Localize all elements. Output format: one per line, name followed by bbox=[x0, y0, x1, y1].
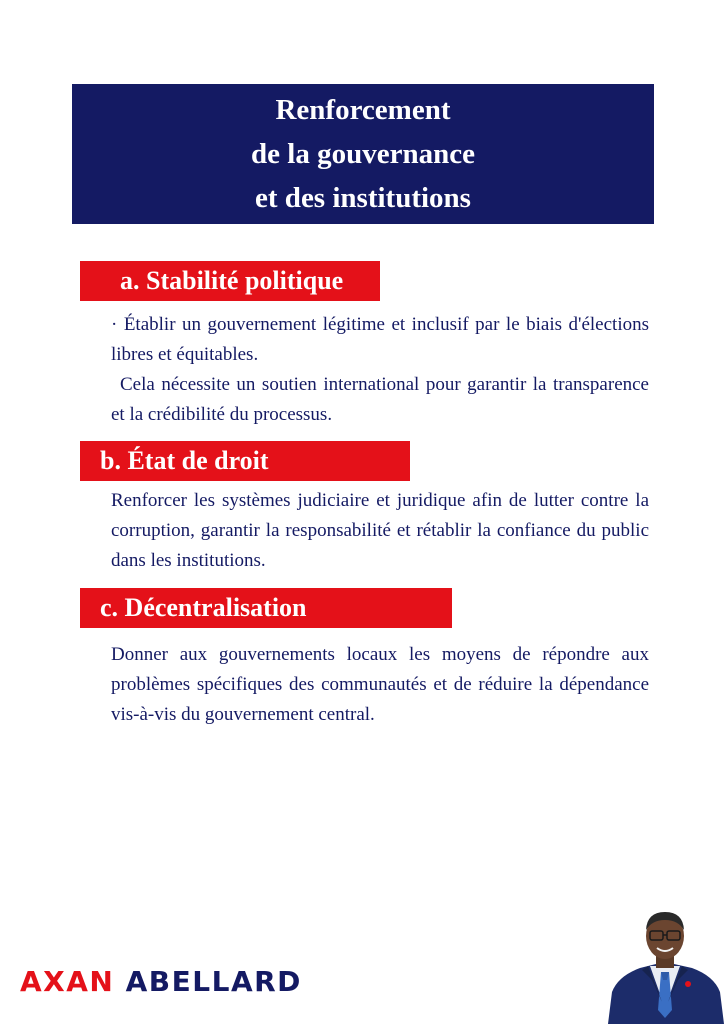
brand-first-name: AXAN bbox=[20, 965, 115, 998]
portrait-illustration bbox=[606, 904, 724, 1024]
section-heading-decentralisation: c. Décentralisation bbox=[80, 588, 452, 628]
paragraph: Renforcer les systèmes judiciaire et juridique afin de lutter contre la corruption, garantir la responsabilité et rétablir la confiance du public dans les institutions. bbox=[111, 490, 649, 571]
section-body-political-stability bbox=[111, 310, 649, 430]
brand-name bbox=[20, 962, 302, 1002]
title-line-3: et des institutions bbox=[255, 182, 471, 214]
section-body-decentralisation bbox=[111, 640, 649, 730]
title-banner bbox=[72, 84, 654, 224]
section-body-rule-of-law bbox=[111, 486, 649, 576]
section-heading-political-stability: a. Stabilité politique bbox=[80, 261, 380, 301]
title-line-1: Renforcement bbox=[275, 94, 451, 126]
paragraph: · Établir un gouvernement légitime et inclusif par le biais d'élections libres et équitables. bbox=[111, 314, 649, 365]
paragraph: Cela nécessite un soutien international pour garantir la transparence et la crédibilité du processus. bbox=[111, 374, 649, 425]
portrait-photo bbox=[606, 904, 724, 1024]
paragraph: Donner aux gouvernements locaux les moyens de répondre aux problèmes spécifiques des communautés et de réduire la dépendance vis-à-vis du gouvernement central. bbox=[111, 644, 649, 725]
brand-last-name: ABELLARD bbox=[125, 965, 302, 998]
title-line-2: de la gouvernance bbox=[251, 138, 475, 170]
section-heading-rule-of-law: b. État de droit bbox=[80, 441, 410, 481]
